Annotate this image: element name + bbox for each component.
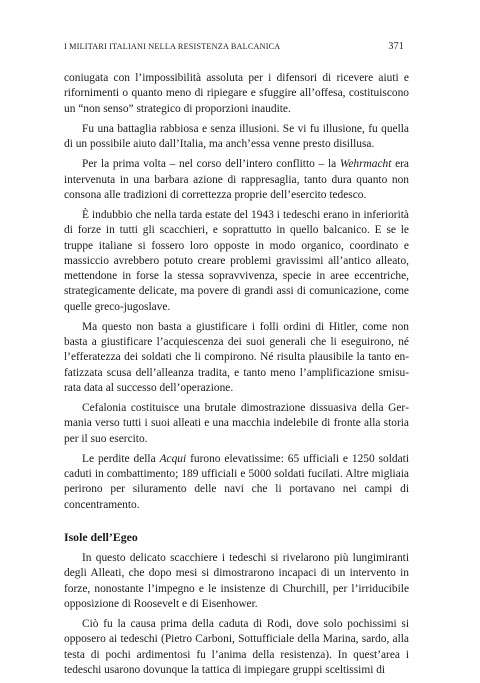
running-header xyxy=(64,41,404,52)
section-heading: Isole dell’Egeo xyxy=(64,529,138,544)
page-body xyxy=(64,71,409,683)
paragraph: In questo delicato scacchiere i tedeschi si rivelarono più lungimiranti degli Alleati, che dopo mesi si dimostrarono incapaci di un intervento in forze, nonostante l’impegno e le insistenze di Churchill, per l’irriducibile opposizione di Roosevelt e di Eisenhower. xyxy=(64,552,409,610)
running-title: I MILITARI ITALIANI NELLA RESISTENZA BALCANICA xyxy=(64,42,281,51)
paragraph: È indubbio che nella tarda estate del 1943 i tedeschi erano in inferiorità di forze in tutti gli scacchieri, e soprattutto in quello balcanico. E se le truppe italiane si fossero loro opposte in modo organico, coordinato e massiccio avrebbero potuto creare problemi gravissimi all’antico alleato, mettendone in forse la stessa sopravvivenza, specie in aree eccentriche, strategicamente delicate, ma povere di grandi assi di comunicazione, come quelle greco-jugoslave. xyxy=(64,209,409,313)
paragraph: Le perdite della Acqui furono elevatissime: 65 ufficiali e 1250 soldati caduti in combattimento; 189 ufficiali e 5000 soldati fucilati. Altre migliaia perirono per siluramento delle navi che li portavano nei campi di concentramento. xyxy=(64,452,409,511)
paragraph: Fu una battaglia rabbiosa e senza illusioni. Se vi fu illusione, fu quella di un possibile aiuto dall’Italia, ma anch’essa venne presto disillusa. xyxy=(64,122,409,150)
paragraph: Ciò fu la causa prima della caduta di Rodi, dove solo pochissimi si opposero ai tedeschi (Pietro Carboni, Sottufficiale della Marina, sardo, alla testa di pochi ardimentosi fu l’anima della resistenza). In quest’area i tedeschi usarono dovunque la tattica di impiegare gruppi sceltissimi di xyxy=(64,618,409,676)
page-number: 371 xyxy=(388,41,404,52)
paragraph: Per la prima volta – nel corso dell’intero conflitto – la Wehrmacht era intervenuta in una barbara azione di rappresaglia, tanto dura quanto non consona alle tradizioni di correttezza proprie dell’esercito tedesco. xyxy=(64,158,409,201)
paragraph: coniugata con l’impossibilità assoluta per i difensori di ricevere aiuti e rifornimenti o quanto meno di ripiegare e sfuggire all’offesa, costituiscono un “non senso” strategico di proporzioni inaudite. xyxy=(64,72,409,115)
paragraph: Cefalonia costituisce una brutale dimostrazione dissuasiva della Germania verso tutti i suoi alleati e una macchia indelebile di fronte alla storia per il suo esercito. xyxy=(64,402,409,445)
paragraph: Ma questo non basta a giustificare i folli ordini di Hitler, come non basta a giustificare l’acquiescenza dei suoi generali che li eseguirono, né l’efferatezza dei soldati che li compirono. Né risulta plausibile la tanto enfatizzata scusa dell’alleanza tradita, e tanto meno l’amplificazione smisurata data al successo dell’operazione. xyxy=(64,320,409,394)
